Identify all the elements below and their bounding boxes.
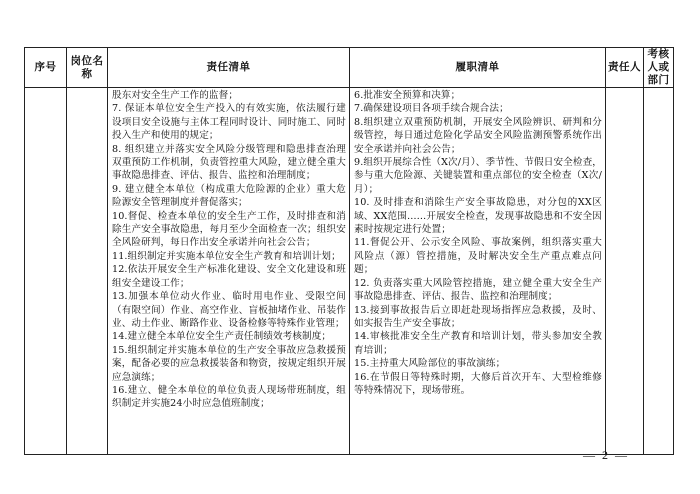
header-responsibility-list: 责任清单 xyxy=(108,48,350,88)
duty-item: 6.批准安全预算和决算； xyxy=(354,90,461,101)
table-header-row xyxy=(25,48,674,88)
table-row xyxy=(25,88,674,455)
responsibility-item: 8. 组织建立并落实安全风险分级管理和隐患排查治理双重预防工作机制，负责管控重大风险，建立健全重大事故隐患排查、评估、报告、监控和治理制度； xyxy=(112,143,346,182)
responsibility-item: 13.加强本单位动火作业、临时用电作业、受限空间（有限空间）作业、高空作业、盲板抽堵作业、吊装作业、动土作业、断路作业、设备检修等特殊作业管理； xyxy=(112,291,346,329)
responsibility-list-cell xyxy=(108,88,350,455)
responsible-person-cell xyxy=(606,88,644,455)
responsibility-item: 14.建立健全本单位安全生产责任制绩效考核制度； xyxy=(112,331,332,343)
page-number: — 2 — xyxy=(583,448,629,462)
serial-number-cell xyxy=(25,88,67,455)
responsibility-item: 10.督促、检查本单位的安全生产工作，及时排查和消除生产安全事故隐患，每月至少全面检查一次；组织安全风险研判，每日作出安全承诺并向社会公告； xyxy=(112,210,346,249)
responsibility-item: 16.建立、健全本单位的单位负责人现场带班制度，组织制定并实施24小时应急值班制度； xyxy=(112,384,346,410)
duty-item: 9.组织开展综合性（X次/月）、季节性、节假日安全检查，参与重大危险源、关键装置和重点部位的安全检查（X次/月）； xyxy=(354,157,602,195)
duty-item: 15.主持重大风险部位的事故演练； xyxy=(354,358,506,370)
responsibility-table xyxy=(24,47,674,455)
responsibility-item: 9. 建立健全本单位（构成重大危险源的企业）重大危险源安全管理制度并督促落实； xyxy=(112,183,346,209)
header-responsible-person: 责任人 xyxy=(606,48,644,88)
post-name-cell xyxy=(67,88,108,455)
responsibility-item: 11.组织制定并实施本单位安全生产教育和培训计划； xyxy=(112,250,341,262)
header-serial-number: 序号 xyxy=(25,48,67,88)
responsibility-item: 12.依法开展安全生产标准化建设、安全文化建设和班组安全建设工作； xyxy=(112,264,346,289)
duty-list-cell xyxy=(350,88,606,455)
duty-item: 16.在节假日等特殊时期，大修后首次开车、大型检维修等特殊情况下，现场带班。 xyxy=(354,371,602,396)
responsibility-item: 7. 保证本单位安全生产投入的有效实施，依法履行建设项目安全设施与主体工程同时设计、同时施工、同时投入生产和使用的规定； xyxy=(112,103,346,142)
duty-item: 11.督促公开、公示安全风险、事故案例，组织落实重大风险点（源）管控措施，及时解决安全生产重点难点问题； xyxy=(354,237,602,276)
assessor-cell xyxy=(644,88,674,455)
duty-item: 14.审核批准安全生产教育和培训计划，带头参加安全教育培训； xyxy=(354,331,602,356)
responsibility-item: 股东对安全生产工作的监督； xyxy=(112,90,239,101)
responsibility-item: 15.组织制定并实施本单位的生产安全事故应急救援预案，配备必要的应急救援装备和物资，按规定组织开展应急演练； xyxy=(112,344,346,383)
duty-item: 12. 负责落实重大风险管控措施，建立健全重大安全生产事故隐患排查、评估、报告、监控和治理制度； xyxy=(354,277,602,303)
duty-item: 13.接到事故报告后立即赶赴现场指挥应急救援，及时、如实报告生产安全事故； xyxy=(354,304,602,329)
header-post-name: 岗位名称 xyxy=(67,48,108,88)
duty-item: 8.组织建立双重预防机制，开展安全风险辨识、研判和分级管控，每日通过危险化学品安全风险监测预警系统作出安全承诺并向社会公告； xyxy=(354,116,602,155)
duty-item: 10. 及时排查和消除生产安全事故隐患，对分包的XX区域、XX范围……开展安全检查，发现事故隐患和不安全因素时按规定进行处置； xyxy=(354,197,602,236)
duty-item: 7.确保建设项目各项手续合规合法； xyxy=(354,103,509,115)
header-duty-list: 履职清单 xyxy=(350,48,606,88)
header-assessor: 考核人或部门 xyxy=(644,48,674,88)
